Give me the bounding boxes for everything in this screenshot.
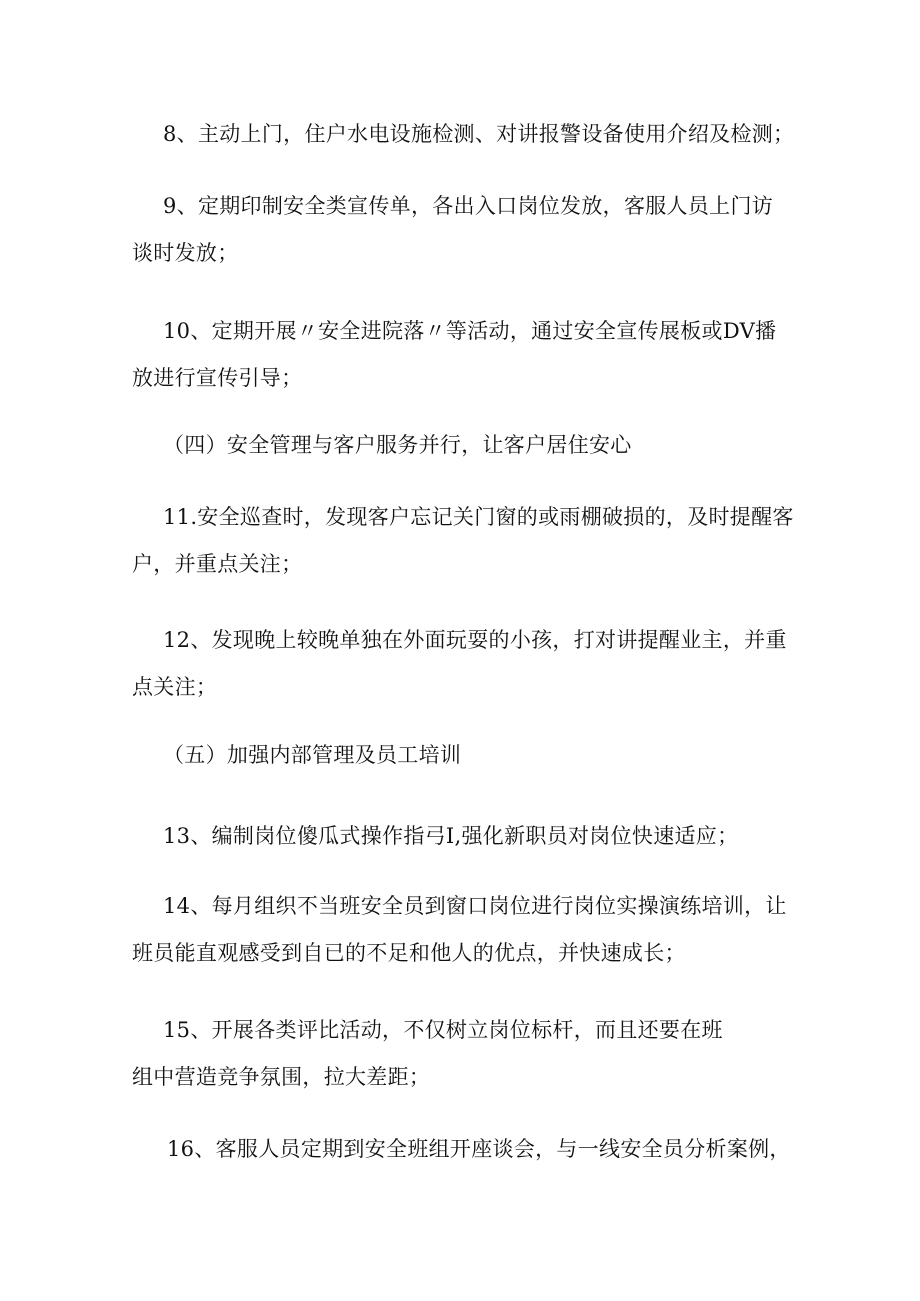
- paragraph-line: 点关注；: [132, 675, 218, 699]
- paragraph-line: 9、定期印制安全类宣传单，各出入口岗位发放，客服人员上门访: [163, 194, 774, 218]
- paragraph-line: 12、发现晚上较晚单独在外面玩耍的小孩，打对讲提醒业主，并重: [163, 628, 787, 652]
- paragraph-10: [132, 319, 777, 390]
- paragraph-line: 放进行宣传引导；: [132, 366, 303, 390]
- paragraph-line: 11.安全巡查时，发现客户忘记关门窗的或雨棚破损的，及时提醒客: [163, 505, 794, 529]
- paragraph-line: 谈时发放；: [132, 241, 239, 265]
- paragraph-line: 15、开展各类评比活动，不仅树立岗位标杆，而且还要在班: [163, 1018, 723, 1042]
- paragraph-line: 班员能直观感受到自已的不足和他人的优点，并快速成长；: [132, 941, 686, 965]
- paragraph-line: 户，并重点关注；: [132, 552, 303, 576]
- paragraph-12: [132, 628, 787, 699]
- paragraph-15: [132, 1018, 723, 1089]
- paragraph-11: [132, 505, 794, 576]
- heading-line: （四）安全管理与客户服务并行，让客户居住安心: [163, 433, 632, 457]
- paragraph-13: [163, 826, 738, 847]
- paragraph-16: [167, 1139, 791, 1160]
- paragraph-line: 8、主动上门，住户水电设施检测、对讲报警设备使用介绍及检测；: [163, 122, 795, 146]
- paragraph-14: [132, 894, 787, 965]
- paragraph-line: 13、编制岗位傻瓜式操作指弓I,强化新职员对岗位快速适应；: [163, 824, 739, 848]
- heading-line: （五）加强内部管理及员工培训: [163, 743, 462, 767]
- paragraph-line: 14、每月组织不当班安全员到窗口岗位进行岗位实操演练培训，让: [163, 894, 787, 918]
- paragraph-line: 16、客服人员定期到安全班组开座谈会，与一线安全员分析案例，: [167, 1137, 791, 1161]
- section-heading-4: [163, 435, 632, 456]
- paragraph-9: [132, 194, 774, 265]
- paragraph-line: 10、定期开展〃安全进院落〃等活动，通过安全宣传展板或DV播: [163, 319, 777, 343]
- paragraph-line: 组中营造竞争氛围，拉大差距；: [132, 1065, 431, 1089]
- section-heading-5: [163, 745, 461, 766]
- paragraph-8: [163, 124, 794, 145]
